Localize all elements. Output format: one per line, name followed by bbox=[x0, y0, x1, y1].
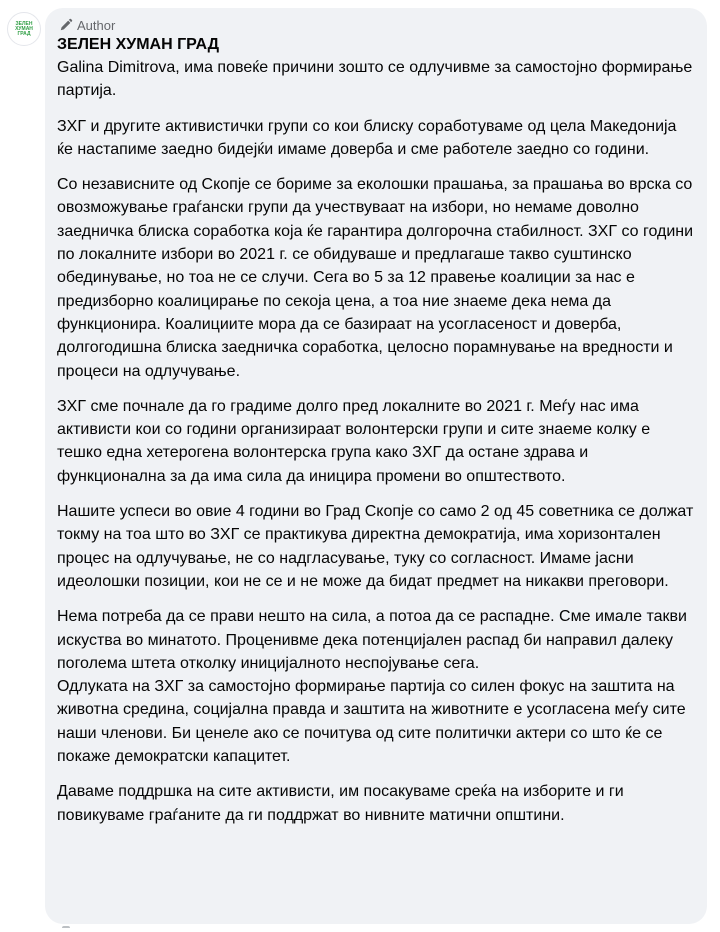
comment-text bbox=[57, 56, 695, 827]
comment-bubble bbox=[45, 8, 707, 924]
author-badge-label: Author bbox=[77, 17, 116, 33]
reply-connector bbox=[62, 926, 70, 932]
zelen-human-grad-logo bbox=[15, 22, 33, 37]
comment-paragraph: Даваме поддршка на сите активисти, им посакуваме среќа на изборите и ги повикуваме граѓаните да ги поддржат во нивните матични општини. bbox=[57, 783, 624, 824]
comment-paragraph: Нема потреба да се прави нешто на сила, а потоа да се распадне. Сме имале такви искуства во минатото. Проценивме дека потенцијален распад би направил далеку поголема штета отколку иницијалното неспојување сега. bbox=[57, 608, 687, 672]
author-badge bbox=[59, 16, 695, 34]
comment-paragraph: ЗХГ и другите активистички групи со кои блиску соработуваме од цела Македонија ќе настапиме заедно бидејќи имаме доверба и сме работеле заедно со години. bbox=[57, 117, 677, 158]
pencil-icon bbox=[59, 18, 73, 32]
comment-paragraph: ЗХГ сме почнале да го градиме долго пред локалните во 2021 г. Меѓу нас има активисти кои со години организираат волонтерски групи и сите знаеме колку е тешко една хетерогена волонтерска група како ЗХГ да остане здрава и функционална за да има сила да иницира промени во општеството. bbox=[57, 397, 651, 485]
avatar[interactable] bbox=[7, 12, 41, 46]
comment-paragraph: Со независните од Скопје се бориме за еколошки прашања, за прашања во врска со овозможување граѓански групи да учествуваат на избори, но немаме доволно заедничка блиска соработка која ќе гарантира долгорочна стабилност. ЗХГ со години по локалните избори во 2021 г. се обидуваше и предлагаше такво суштинско обединување, но тоа не се случи. Сега во 5 за 12 правење коалиции за нас е предизборно коалицирање по секоја цена, а тоа ние знаеме дека нема да функционира. Коалициите мора да се базираат на усогласеност и доверба, долгогодишна блиска заедничка соработка, целосно порамнување на вредности и процеси на одлучување. bbox=[57, 176, 694, 380]
logo-line-3: ГРАД bbox=[17, 30, 31, 37]
logo-line-2: ХУМАН bbox=[15, 25, 33, 32]
logo-line-1: ЗЕЛЕН bbox=[15, 20, 33, 27]
comment-author-name[interactable]: ЗЕЛЕН ХУМАН ГРАД bbox=[57, 36, 219, 53]
comment-paragraph: Galina Dimitrova, има повеќе причини зошто се одлучивме за самостојно формирање партија. bbox=[57, 59, 693, 100]
comment-paragraph: Нашите успеси во овие 4 години во Град Скопје со само 2 од 45 советника се должат токму на тоа што во ЗХГ се практикува директна демократија, има хоризонтален процес на одлучување, не со надгласување, туку со согласност. Имаме јасни идеолошки позиции, кои не се и не може да бидат предмет на никакви преговори. bbox=[57, 503, 694, 590]
comment-paragraph: Одлуката на ЗХГ за самостојно формирање партија со силен фокус на заштита на животна средина, социјална правда и заштита на животните е усогласена меѓу сите наши членови. Би ценеле ако се почитува од сите политички актери со што ќе се покаже демократски капацитет. bbox=[57, 678, 686, 766]
